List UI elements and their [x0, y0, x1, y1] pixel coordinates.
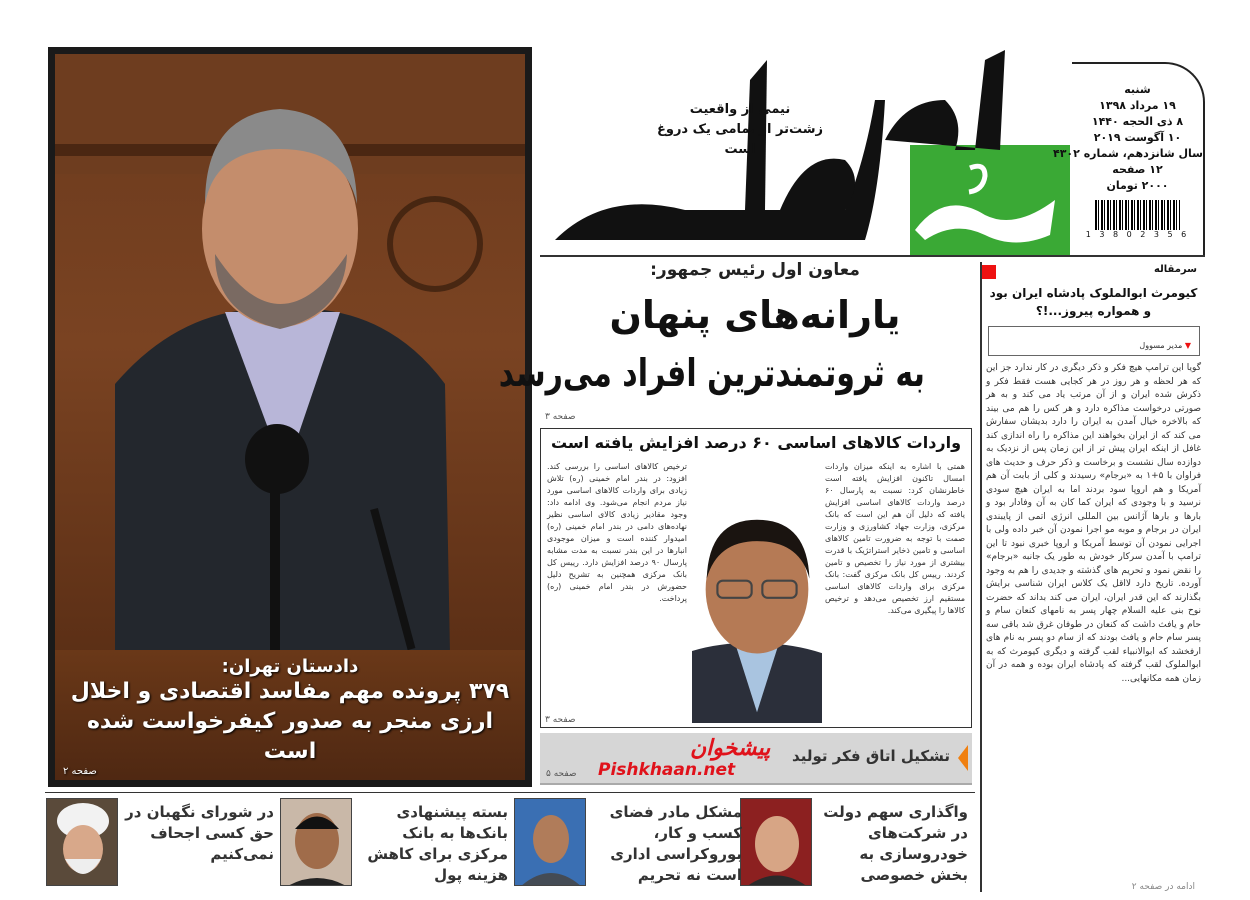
editorial-title: کیومرث ابوالملوک پادشاه ایران بود و همواره پیروز...!؟ — [989, 286, 1198, 318]
slogan-line-2: زشت‌تر از تمامی یک دروغ است — [656, 122, 824, 157]
lead-headline-line-1: یارانه‌های پنهان — [609, 293, 901, 337]
lead-kicker: معاون اول رئیس جمهور: — [650, 260, 860, 280]
sub-story[interactable] — [540, 428, 972, 728]
bottom-divider — [45, 792, 975, 793]
hero-kicker: دادستان تهران: — [221, 656, 359, 677]
editorial-byline — [988, 326, 1200, 356]
prosecutor-photo — [55, 54, 525, 654]
editorial-marker-icon — [982, 265, 996, 279]
sub-story-col-right: همتی با اشاره به اینکه میزان واردات امسال تاکنون افزایش یافته است خاطرنشان کرد: نسبت به پارسال ۶۰ درصد واردات کالاهای اساسی افزایش یافته که دلیل آن هم این است که بانک مرکزی، وزارت جهاد کشاورزی و وزارت صمت با توجه به ضرورت تامین کالاهای اساسی و تامین ذخایر استراتژیک با قدرت بیشتری از مورد نیاز را تخصیص و تامین کردند. رییس کل بانک مرکزی گفت: بانک مرکزی برای واردات کالاهای اساسی مستقیم ارز تخصیص می‌دهد و ترخیص کالاها را پیگیری می‌کند. — [825, 462, 965, 615]
watermark-url: Pishkhaan.net — [598, 760, 736, 780]
issue-number: سال شانزدهم، شماره ۴۳۰۲ — [1053, 147, 1203, 160]
lead-page-ref: صفحه ۳ — [545, 412, 576, 422]
hero-page-ref: صفحه ۲ — [63, 766, 97, 777]
sub-story-page-ref: صفحه ۳ — [545, 715, 576, 725]
sub-story-title: واردات کالاهای اساسی ۶۰ درصد افزایش یافته است — [550, 433, 962, 452]
hero-photo-story[interactable] — [48, 47, 532, 787]
price: ۲۰۰۰ تومان — [1106, 179, 1169, 192]
masthead-divider — [540, 255, 1205, 257]
lead-headline[interactable] — [498, 286, 970, 402]
bottom-story-1[interactable] — [740, 798, 975, 886]
teaser-page-ref: صفحه ۵ — [546, 769, 577, 779]
story-photo — [740, 798, 812, 886]
story-title: در شورای نگهبان در حق کسی اجحاف نمی‌کنیم — [125, 803, 274, 863]
editorial-body: گویا این ترامپ هیچ فکر و ذکر دیگری در کار ندارد جز این که هر لحظه و هر روز در هر کجایی هست فقط فکر و ذکرش شده ایران و از آن مرتب یاد می کند و به هر صورتی درخواست مذاکره دارد و هر کس را هم می بیند که بالاخره خیال آمدن به ایران را دارد بدیشان سفارش می کند که از ایران بخواهند این مذاکره را راه اندازی کند غافل از اینکه ایران پیش تر از این زمان پس از نزدیک به دوازده سال نشست و برخاست و ذکر حرف و حدیث های فراوان با ۵+۱ به «برجام» رسیدند و کلی از بابت آن هم آمریکا و هم اروپا سود بردند اما به ایران هیچ سودی نرسید و با وجودی که ایران کما کان به آن وفادار بود و بارها و بارها آژانس بین المللی انرژی اتمی از پایبندی ایران در برجام و موبه مو اجرا نمودن آن خبر داده ولی با اجرایی نمودن آن توسط آمریکا و اروپا خبری نبود تا این ترامپ با آمدن سرکار خودش به طور یک جانبه «برجام» را نقض نمود و تحریم های گذشته و جدیدی را هم به وجود آورده. تاریخ دارد لااقل یک کلاس ایران شناسی برایش بگذارند که این قدر ایران، ایران می کند بداند که حضرت نوح بنی علیه السلام چهار پسر به نامهای کنعان سام و حام و یافث داشت که کنعان در طوفان غرق شد باقی سه پسر سام حام و یافث بودند که از سام دو پسر به نام های ارفخشد که ابوالانبیاء لقب گرفته و دیگری کیومرث که به ابوالملوک لقب گرفته که پادشاه ایران بوده و همه در آن زمان همه مکانهایی... — [986, 363, 1201, 684]
slogan — [640, 100, 840, 160]
story-title: مشکل مادر فضای کسب و کار، بوروکراسی اداری است نه تحریم — [609, 803, 742, 884]
editorial-column[interactable] — [980, 262, 1205, 892]
page-count: ۱۲ صفحه — [1112, 163, 1163, 176]
barcode-number: 1 3 8 0 2 3 5 6 — [1085, 230, 1190, 239]
weekday: شنبه — [1124, 83, 1151, 96]
arrow-marker-icon — [958, 745, 968, 771]
sub-story-col-left: ترخیص کالاهای اساسی را بررسی کند. افزود: در بندر امام خمینی (ره) تلاش زیادی برای واردات کالاهای اساسی مورد نیاز مردم انجام می‌شود. وی ادامه داد: وجود مقادیر زیادی کالای اساسی نظیر نهاده‌های دامی در بندر امام خمینی (ره) امیدوار کننده است و میزان موجودی انبارها در این بندر نسبت به مدت مشابه پارسال ۹۰ درصد افزایش دارد. رییس کل بانک مرکزی همچنین به تشریح دلیل حضورش در بندر امام خمینی (ره) پرداخت. — [547, 462, 687, 603]
story-photo — [46, 798, 118, 886]
byline-marker-icon: ▼ — [1184, 341, 1191, 350]
story-title: واگذاری سهم دولت در شرکت‌های خودروسازی به بخش خصوصی — [823, 803, 968, 884]
lead-headline-line-2: به ثروتمندترین افراد می‌رسد — [498, 351, 925, 395]
bottom-story-4[interactable] — [46, 798, 276, 886]
bottom-story-2[interactable] — [514, 798, 742, 886]
date-gregorian: ۱۰ آگوست ۲۰۱۹ — [1093, 131, 1182, 144]
date-lunar: ۸ ذی الحجه ۱۴۴۰ — [1091, 115, 1184, 128]
central-bank-governor-photo — [692, 493, 822, 723]
editorial-continued: ادامه در صفحه ۲ — [1131, 882, 1195, 892]
editorial-label: سرمقاله — [1153, 264, 1197, 275]
hero-title[interactable]: ۳۷۹ پرونده مهم مفاسد اقتصادی و اخلال ارزی منجر به صدور کیفرخواست شده است — [70, 679, 510, 764]
watermark-persian: پیشخوان — [690, 736, 771, 761]
story-photo — [280, 798, 352, 886]
byline-text: مدیر مسوول — [1139, 341, 1183, 350]
date-solar: ۱۹ مرداد ۱۳۹۸ — [1099, 99, 1176, 112]
slogan-line-1: نیمی از واقعیت — [689, 102, 791, 117]
bottom-story-3[interactable] — [280, 798, 510, 886]
issue-info-box — [1053, 62, 1205, 255]
story-photo — [514, 798, 586, 886]
story-title: بسته پیشنهادی بانک‌ها به بانک مرکزی برای کاهش هزینه پول — [367, 803, 508, 884]
hero-caption — [55, 650, 525, 780]
barcode — [1095, 200, 1180, 230]
teaser-title: تشکیل اتاق فکر تولید — [792, 747, 950, 765]
